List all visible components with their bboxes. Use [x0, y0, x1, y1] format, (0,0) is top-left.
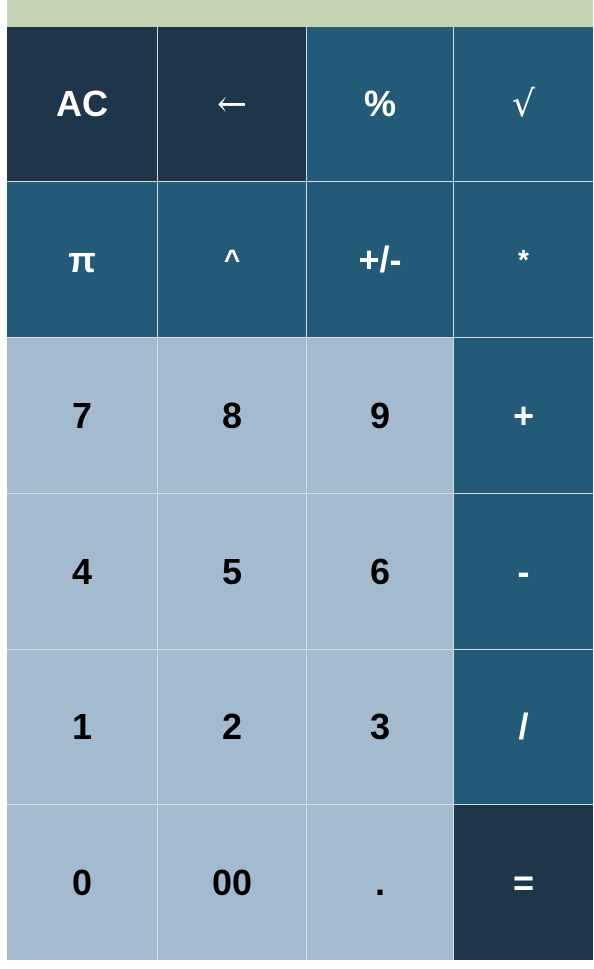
key-label: - [517, 550, 530, 592]
key-label: * [518, 243, 529, 275]
key-label: +/- [358, 238, 402, 280]
divide-button[interactable] [454, 650, 593, 805]
digit-2-button[interactable] [158, 650, 307, 805]
key-label: 7 [71, 394, 93, 436]
calculator [7, 0, 593, 960]
keypad [7, 27, 593, 960]
key-label: 3 [369, 706, 391, 747]
calculator-display [7, 0, 593, 27]
multiply-button[interactable] [454, 182, 593, 338]
square-root-button[interactable] [454, 27, 593, 182]
key-label: = [512, 861, 535, 903]
digit-4-button[interactable] [7, 494, 158, 650]
digit-1-button[interactable] [7, 650, 158, 805]
key-label: 2 [221, 706, 243, 747]
key-label: 6 [369, 550, 391, 592]
digit-3-button[interactable] [307, 650, 454, 805]
key-label: + [512, 394, 535, 436]
add-button[interactable] [454, 338, 593, 494]
key-label: AC [56, 83, 108, 124]
digit-7-button[interactable] [7, 338, 158, 494]
key-label: / [518, 706, 529, 747]
backspace-arrow-icon: ← [216, 83, 248, 125]
double-zero-button[interactable] [158, 805, 307, 960]
key-label: 4 [71, 550, 93, 592]
key-label: 0 [71, 861, 93, 903]
key-label: 00 [211, 861, 253, 903]
digit-0-button[interactable] [7, 805, 158, 960]
backspace-button[interactable] [158, 27, 307, 182]
decimal-button[interactable] [307, 805, 454, 960]
digit-6-button[interactable] [307, 494, 454, 650]
key-label: 9 [369, 394, 391, 436]
key-label: % [363, 83, 396, 124]
digit-9-button[interactable] [307, 338, 454, 494]
digit-5-button[interactable] [158, 494, 307, 650]
pi-button[interactable] [7, 182, 158, 338]
clear-button[interactable] [7, 27, 158, 182]
digit-8-button[interactable] [158, 338, 307, 494]
square-root-icon: √ [512, 83, 535, 125]
equals-button[interactable] [454, 805, 593, 960]
subtract-button[interactable] [454, 494, 593, 650]
key-label: ^ [223, 243, 241, 275]
power-button[interactable] [158, 182, 307, 338]
key-label: 1 [71, 706, 93, 747]
negate-button[interactable] [307, 182, 454, 338]
percent-button[interactable] [307, 27, 454, 182]
key-label: . [374, 861, 385, 903]
key-label: 5 [221, 550, 243, 592]
key-label: π [68, 238, 96, 280]
key-label: 8 [221, 394, 243, 436]
